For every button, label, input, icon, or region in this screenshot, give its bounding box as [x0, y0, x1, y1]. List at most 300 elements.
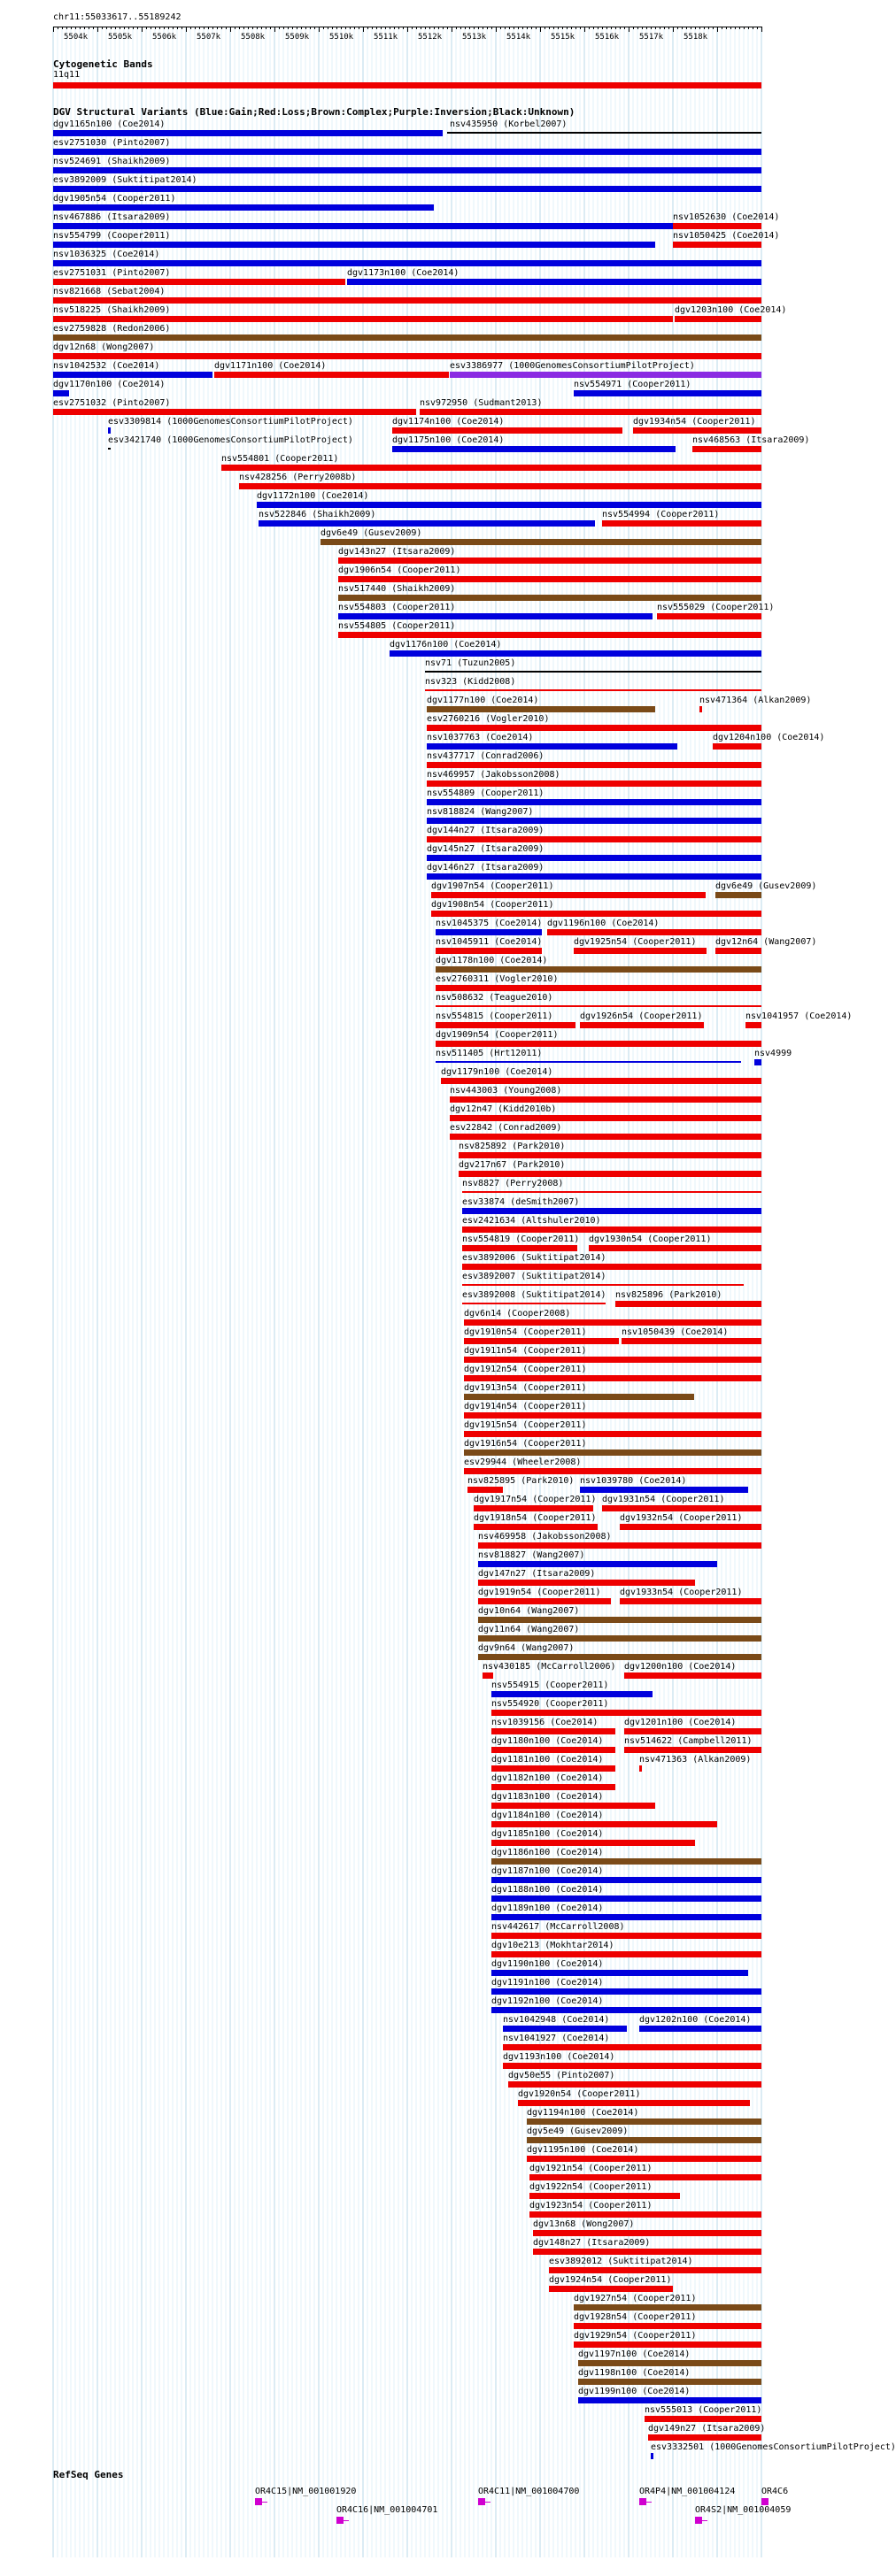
variant-bar-loss[interactable]	[462, 1191, 761, 1193]
gene-label[interactable]: OR4S2|NM_001004059	[695, 2505, 792, 2515]
variant-bar-loss[interactable]	[441, 1078, 761, 1084]
variant-label[interactable]: dgv1173n100 (Coe2014)	[347, 268, 460, 278]
variant-bar-loss[interactable]	[425, 689, 761, 691]
variant-label[interactable]: dgv12n47 (Kidd2010b)	[450, 1104, 557, 1114]
variant-bar-complex[interactable]	[53, 334, 761, 341]
variant-bar-gain[interactable]	[491, 2007, 761, 2013]
variant-bar-gain[interactable]	[53, 223, 761, 229]
variant-label[interactable]: dgv1932n54 (Cooper2011)	[620, 1513, 743, 1523]
variant-label[interactable]: dgv1181n100 (Coe2014)	[491, 1755, 604, 1765]
variant-bar-loss[interactable]	[675, 316, 761, 322]
variant-bar-loss[interactable]	[639, 1765, 642, 1772]
variant-bar-complex[interactable]	[436, 966, 761, 973]
variant-label[interactable]: nsv821668 (Sebat2004)	[53, 287, 166, 296]
variant-label[interactable]: dgv1919n54 (Cooper2011)	[478, 1588, 601, 1597]
variant-label[interactable]: dgv1176n100 (Coe2014)	[390, 640, 502, 650]
variant-label[interactable]: dgv5e49 (Gusev2009)	[527, 2126, 629, 2136]
variant-bar-loss[interactable]	[529, 2211, 761, 2218]
variant-label[interactable]: esv3386977 (1000GenomesConsortiumPilotProject)	[450, 361, 695, 371]
variant-bar-loss[interactable]	[745, 1022, 761, 1028]
variant-bar-loss[interactable]	[549, 2267, 761, 2273]
variant-label[interactable]: nsv517440 (Shaikh2009)	[338, 584, 456, 594]
variant-bar-complex[interactable]	[464, 1394, 694, 1400]
variant-bar-loss[interactable]	[624, 1747, 761, 1753]
variant-bar-loss[interactable]	[420, 409, 761, 415]
variant-label[interactable]: nsv467886 (Itsara2009)	[53, 212, 171, 222]
variant-label[interactable]: dgv1923n54 (Cooper2011)	[529, 2201, 653, 2211]
variant-bar-gain[interactable]	[108, 427, 111, 434]
variant-label[interactable]: nsv468563 (Itsara2009)	[692, 435, 810, 445]
variant-bar-unknown[interactable]	[447, 132, 761, 134]
variant-label[interactable]: nsv1039156 (Coe2014)	[491, 1718, 599, 1727]
variant-bar-inversion[interactable]	[450, 372, 761, 378]
variant-label[interactable]: nsv555029 (Cooper2011)	[657, 603, 775, 612]
variant-bar-loss[interactable]	[491, 1840, 695, 1846]
variant-label[interactable]: dgv1922n54 (Cooper2011)	[529, 2182, 653, 2192]
variant-label[interactable]: nsv554994 (Cooper2011)	[602, 510, 720, 519]
variant-label[interactable]: dgv1196n100 (Coe2014)	[547, 919, 660, 928]
variant-bar-complex[interactable]	[464, 1449, 761, 1456]
variant-label[interactable]: nsv1052630 (Coe2014)	[673, 212, 780, 222]
variant-bar-loss[interactable]	[436, 1041, 761, 1047]
variant-label[interactable]: dgv10n64 (Wang2007)	[478, 1606, 580, 1616]
variant-bar-loss[interactable]	[53, 279, 345, 285]
variant-label[interactable]: dgv1202n100 (Coe2014)	[639, 2015, 752, 2025]
variant-label[interactable]: nsv443003 (Young2008)	[450, 1086, 562, 1096]
variant-bar-loss[interactable]	[491, 1821, 717, 1827]
variant-bar-complex[interactable]	[478, 1617, 761, 1623]
variant-bar-loss[interactable]	[392, 427, 622, 434]
variant-bar-complex[interactable]	[574, 2304, 761, 2311]
variant-label[interactable]: dgv1905n54 (Cooper2011)	[53, 194, 176, 204]
gene-exon[interactable]	[336, 2517, 344, 2524]
variant-label[interactable]: dgv12n68 (Wong2007)	[53, 342, 155, 352]
variant-label[interactable]: dgv1906n54 (Cooper2011)	[338, 565, 461, 575]
gene-label[interactable]: OR4C15|NM_001001920	[255, 2487, 357, 2496]
variant-bar-loss[interactable]	[53, 409, 416, 415]
variant-label[interactable]: nsv442617 (McCarroll2008)	[491, 1922, 625, 1932]
variant-bar-loss[interactable]	[464, 1338, 619, 1344]
variant-label[interactable]: dgv1929n54 (Cooper2011)	[574, 2331, 697, 2341]
variant-label[interactable]: dgv1178n100 (Coe2014)	[436, 956, 548, 965]
variant-bar-loss[interactable]	[427, 762, 761, 768]
variant-label[interactable]: nsv1037763 (Coe2014)	[427, 733, 534, 742]
variant-bar-loss[interactable]	[338, 557, 761, 564]
variant-label[interactable]: nsv435950 (Korbel2007)	[450, 119, 568, 129]
variant-label[interactable]: dgv1200n100 (Coe2014)	[624, 1662, 737, 1672]
variant-label[interactable]: esv3892008 (Suktitipat2014)	[462, 1290, 606, 1300]
variant-label[interactable]: esv29944 (Wheeler2008)	[464, 1457, 582, 1467]
variant-label[interactable]: nsv508632 (Teague2010)	[436, 993, 553, 1003]
variant-bar-loss[interactable]	[620, 1524, 761, 1530]
variant-label[interactable]: dgv1172n100 (Coe2014)	[257, 491, 369, 501]
variant-bar-loss[interactable]	[462, 1284, 744, 1286]
variant-bar-gain[interactable]	[53, 242, 655, 248]
variant-label[interactable]: dgv1933n54 (Cooper2011)	[620, 1588, 743, 1597]
variant-label[interactable]: dgv1171n100 (Coe2014)	[214, 361, 327, 371]
variant-bar-loss[interactable]	[338, 632, 761, 638]
variant-bar-complex[interactable]	[527, 2137, 761, 2143]
variant-bar-gain[interactable]	[53, 372, 212, 378]
variant-bar-gain[interactable]	[491, 1988, 761, 1995]
variant-label[interactable]: nsv524691 (Shaikh2009)	[53, 157, 171, 166]
variant-bar-loss[interactable]	[503, 2044, 761, 2050]
variant-bar-loss[interactable]	[491, 1951, 761, 1957]
variant-label[interactable]: nsv554801 (Cooper2011)	[221, 454, 339, 464]
variant-bar-loss[interactable]	[673, 242, 761, 248]
variant-bar-loss[interactable]	[221, 465, 761, 471]
variant-bar-loss[interactable]	[464, 1468, 761, 1474]
variant-bar-loss[interactable]	[436, 948, 542, 954]
variant-label[interactable]: nsv437717 (Conrad2006)	[427, 751, 545, 761]
variant-bar-loss[interactable]	[574, 2323, 761, 2329]
variant-bar-gain[interactable]	[436, 929, 542, 935]
variant-bar-loss[interactable]	[239, 483, 761, 489]
variant-label[interactable]: nsv554920 (Cooper2011)	[491, 1699, 609, 1709]
variant-bar-loss[interactable]	[692, 446, 761, 452]
variant-label[interactable]: dgv145n27 (Itsara2009)	[427, 844, 545, 854]
variant-label[interactable]: esv3421740 (1000GenomesConsortiumPilotProject)	[108, 435, 353, 445]
variant-label[interactable]: dgv1930n54 (Cooper2011)	[589, 1234, 712, 1244]
variant-label[interactable]: esv3892006 (Suktitipat2014)	[462, 1253, 606, 1263]
variant-label[interactable]: nsv469958 (Jakobsson2008)	[478, 1532, 612, 1542]
variant-bar-loss[interactable]	[574, 2341, 761, 2348]
variant-bar-loss[interactable]	[624, 1728, 761, 1734]
variant-bar-loss[interactable]	[338, 576, 761, 582]
variant-label[interactable]: nsv825896 (Park2010)	[615, 1290, 722, 1300]
variant-bar-loss[interactable]	[53, 297, 761, 304]
variant-label[interactable]: esv2759828 (Redon2006)	[53, 324, 171, 334]
variant-label[interactable]: esv2751030 (Pinto2007)	[53, 138, 171, 148]
variant-bar-gain[interactable]	[427, 873, 761, 880]
variant-label[interactable]: dgv144n27 (Itsara2009)	[427, 826, 545, 835]
variant-label[interactable]: dgv1918n54 (Cooper2011)	[474, 1513, 597, 1523]
gene-exon[interactable]	[695, 2517, 702, 2524]
variant-label[interactable]: dgv1186n100 (Coe2014)	[491, 1848, 604, 1857]
variant-label[interactable]: nsv1039780 (Coe2014)	[580, 1476, 687, 1486]
variant-label[interactable]: nsv428256 (Perry2008b)	[239, 473, 357, 482]
variant-label[interactable]: esv22842 (Conrad2009)	[450, 1123, 562, 1133]
variant-bar-gain[interactable]	[427, 855, 761, 861]
variant-label[interactable]: nsv818824 (Wang2007)	[427, 807, 534, 817]
variant-label[interactable]: nsv323 (Kidd2008)	[425, 677, 516, 687]
variant-bar-loss[interactable]	[464, 1357, 761, 1363]
variant-label[interactable]: dgv1204n100 (Coe2014)	[713, 733, 825, 742]
variant-label[interactable]: dgv11n64 (Wang2007)	[478, 1625, 580, 1634]
variant-bar-unknown[interactable]	[108, 448, 111, 450]
variant-label[interactable]: dgv1924n54 (Cooper2011)	[549, 2275, 672, 2285]
variant-label[interactable]: dgv1198n100 (Coe2014)	[578, 2368, 691, 2378]
variant-label[interactable]: nsv554803 (Cooper2011)	[338, 603, 456, 612]
variant-bar-loss[interactable]	[450, 1134, 761, 1140]
variant-bar-loss[interactable]	[462, 1303, 606, 1304]
variant-bar-gain[interactable]	[580, 1487, 748, 1493]
variant-bar-loss[interactable]	[589, 1245, 761, 1251]
variant-bar-gain[interactable]	[491, 1914, 761, 1920]
variant-bar-loss[interactable]	[527, 2156, 761, 2162]
variant-label[interactable]: dgv1188n100 (Coe2014)	[491, 1885, 604, 1895]
variant-label[interactable]: nsv554971 (Cooper2011)	[574, 380, 691, 389]
gene-label[interactable]: OR4C16|NM_001004701	[336, 2505, 438, 2515]
variant-bar-loss[interactable]	[529, 2174, 761, 2180]
variant-bar-loss[interactable]	[478, 1542, 761, 1549]
variant-label[interactable]: nsv1045375 (Coe2014)	[436, 919, 543, 928]
variant-label[interactable]: dgv1184n100 (Coe2014)	[491, 1811, 604, 1820]
variant-bar-gain[interactable]	[491, 1970, 748, 1976]
variant-bar-loss[interactable]	[602, 1505, 761, 1511]
variant-bar-gain[interactable]	[53, 204, 434, 211]
variant-label[interactable]: nsv825895 (Park2010)	[467, 1476, 575, 1486]
variant-bar-loss[interactable]	[657, 613, 761, 619]
variant-label[interactable]: dgv1934n54 (Cooper2011)	[633, 417, 756, 427]
variant-label[interactable]: nsv4999	[754, 1049, 792, 1058]
variant-label[interactable]: dgv1179n100 (Coe2014)	[441, 1067, 553, 1077]
variant-label[interactable]: nsv71 (Tuzun2005)	[425, 658, 516, 668]
variant-bar-loss[interactable]	[713, 743, 761, 750]
variant-label[interactable]: dgv1180n100 (Coe2014)	[491, 1736, 604, 1746]
variant-bar-loss[interactable]	[464, 1431, 761, 1437]
variant-bar-gain[interactable]	[491, 1877, 761, 1883]
variant-label[interactable]: dgv1192n100 (Coe2014)	[491, 1996, 604, 2006]
variant-label[interactable]: esv2751031 (Pinto2007)	[53, 268, 171, 278]
variant-bar-loss[interactable]	[624, 1672, 761, 1679]
variant-bar-loss[interactable]	[464, 1375, 761, 1381]
variant-bar-gain[interactable]	[53, 186, 761, 192]
variant-bar-loss[interactable]	[436, 1022, 575, 1028]
variant-bar-gain[interactable]	[436, 1061, 741, 1063]
variant-label[interactable]: esv3892009 (Suktitipat2014)	[53, 175, 197, 185]
variant-bar-loss[interactable]	[431, 911, 761, 917]
variant-bar-gain[interactable]	[257, 502, 761, 508]
variant-bar-gain[interactable]	[427, 743, 677, 750]
variant-label[interactable]: dgv1921n54 (Cooper2011)	[529, 2164, 653, 2173]
variant-label[interactable]: nsv1036325 (Coe2014)	[53, 250, 160, 259]
variant-label[interactable]: dgv1926n54 (Cooper2011)	[580, 1011, 703, 1021]
variant-label[interactable]: nsv522846 (Shaikh2009)	[259, 510, 376, 519]
variant-label[interactable]: dgv1916n54 (Cooper2011)	[464, 1439, 587, 1449]
variant-bar-loss[interactable]	[547, 929, 761, 935]
variant-label[interactable]: dgv1194n100 (Coe2014)	[527, 2108, 639, 2118]
variant-bar-loss[interactable]	[427, 725, 761, 731]
variant-label[interactable]: nsv825892 (Park2010)	[459, 1142, 566, 1151]
variant-bar-loss[interactable]	[508, 2081, 761, 2088]
variant-bar-gain[interactable]	[503, 2026, 627, 2032]
variant-bar-loss[interactable]	[464, 1319, 761, 1326]
variant-label[interactable]: dgv1199n100 (Coe2014)	[578, 2387, 691, 2396]
variant-label[interactable]: dgv1920n54 (Cooper2011)	[518, 2089, 641, 2099]
variant-bar-loss[interactable]	[427, 780, 761, 787]
variant-label[interactable]: nsv1042948 (Coe2014)	[503, 2015, 610, 2025]
variant-bar-loss[interactable]	[483, 1672, 493, 1679]
variant-label[interactable]: dgv1925n54 (Cooper2011)	[574, 937, 697, 947]
variant-label[interactable]: dgv1914n54 (Cooper2011)	[464, 1402, 587, 1411]
variant-label[interactable]: dgv147n27 (Itsara2009)	[478, 1569, 596, 1579]
variant-bar-loss[interactable]	[602, 520, 761, 527]
variant-bar-loss[interactable]	[491, 1803, 655, 1809]
variant-bar-complex[interactable]	[527, 2118, 761, 2125]
variant-bar-loss[interactable]	[459, 1171, 761, 1177]
variant-bar-loss[interactable]	[462, 1245, 577, 1251]
variant-bar-gain[interactable]	[53, 260, 761, 266]
variant-bar-loss[interactable]	[503, 2063, 761, 2069]
variant-bar-gain[interactable]	[53, 390, 69, 396]
variant-bar-loss[interactable]	[462, 1226, 761, 1233]
variant-label[interactable]: nsv1050425 (Coe2014)	[673, 231, 780, 241]
variant-bar-complex[interactable]	[478, 1635, 761, 1642]
variant-bar-loss[interactable]	[574, 948, 707, 954]
variant-bar-loss[interactable]	[580, 1022, 704, 1028]
variant-label[interactable]: dgv1191n100 (Coe2014)	[491, 1978, 604, 1988]
variant-label[interactable]: nsv1041927 (Coe2014)	[503, 2034, 610, 2043]
variant-bar-loss[interactable]	[459, 1152, 761, 1158]
variant-label[interactable]: dgv1203n100 (Coe2014)	[675, 305, 787, 315]
variant-bar-unknown[interactable]	[425, 671, 761, 673]
variant-bar-loss[interactable]	[478, 1580, 695, 1586]
gene-label[interactable]: OR4P4|NM_001004124	[639, 2487, 736, 2496]
variant-label[interactable]: dgv1189n100 (Coe2014)	[491, 1903, 604, 1913]
gene-exon[interactable]	[478, 2498, 485, 2505]
variant-bar-loss[interactable]	[491, 1710, 761, 1716]
variant-label[interactable]: dgv1177n100 (Coe2014)	[427, 696, 539, 705]
variant-label[interactable]: dgv1183n100 (Coe2014)	[491, 1792, 604, 1802]
variant-label[interactable]: dgv1927n54 (Cooper2011)	[574, 2294, 697, 2303]
variant-label[interactable]: dgv1928n54 (Cooper2011)	[574, 2312, 697, 2322]
variant-bar-loss[interactable]	[518, 2100, 750, 2106]
variant-label[interactable]: dgv1912n54 (Cooper2011)	[464, 1365, 587, 1374]
variant-bar-loss[interactable]	[622, 1338, 761, 1344]
variant-bar-loss[interactable]	[464, 1412, 761, 1419]
variant-bar-gain[interactable]	[574, 390, 761, 396]
variant-bar-loss[interactable]	[633, 427, 761, 434]
variant-bar-gain[interactable]	[478, 1561, 717, 1567]
variant-label[interactable]: nsv555013 (Cooper2011)	[645, 2405, 762, 2415]
variant-bar-loss[interactable]	[436, 1005, 761, 1007]
gene-exon[interactable]	[761, 2498, 769, 2505]
variant-label[interactable]: esv3332501 (1000GenomesConsortiumPilotProject)	[651, 2442, 896, 2452]
variant-label[interactable]: nsv554819 (Cooper2011)	[462, 1234, 580, 1244]
variant-label[interactable]: esv2751032 (Pinto2007)	[53, 398, 171, 408]
variant-bar-loss[interactable]	[474, 1524, 598, 1530]
variant-label[interactable]: dgv1165n100 (Coe2014)	[53, 119, 166, 129]
variant-bar-gain[interactable]	[53, 130, 443, 136]
variant-label[interactable]: nsv818827 (Wang2007)	[478, 1550, 585, 1560]
variant-label[interactable]: nsv469957 (Jakobsson2008)	[427, 770, 560, 780]
variant-bar-loss[interactable]	[467, 1487, 503, 1493]
variant-label[interactable]: dgv1913n54 (Cooper2011)	[464, 1383, 587, 1393]
variant-label[interactable]: nsv554815 (Cooper2011)	[436, 1011, 553, 1021]
variant-label[interactable]: dgv6e49 (Gusev2009)	[321, 528, 422, 538]
variant-bar-gain[interactable]	[491, 1895, 761, 1902]
variant-bar-loss[interactable]	[491, 1728, 615, 1734]
variant-label[interactable]: nsv430185 (McCarroll2006)	[483, 1662, 616, 1672]
variant-label[interactable]: nsv1041957 (Coe2014)	[745, 1011, 853, 1021]
variant-bar-loss[interactable]	[533, 2230, 761, 2236]
variant-label[interactable]: esv3309814 (1000GenomesConsortiumPilotProject)	[108, 417, 353, 427]
variant-label[interactable]: dgv1185n100 (Coe2014)	[491, 1829, 604, 1839]
variant-label[interactable]: nsv1042532 (Coe2014)	[53, 361, 160, 371]
variant-bar-loss[interactable]	[673, 223, 761, 229]
variant-bar-gain[interactable]	[427, 818, 761, 824]
variant-label[interactable]: nsv1045911 (Coe2014)	[436, 937, 543, 947]
variant-bar-gain[interactable]	[639, 2026, 761, 2032]
variant-label[interactable]: dgv1193n100 (Coe2014)	[503, 2052, 615, 2062]
variant-bar-complex[interactable]	[715, 892, 761, 898]
variant-bar-loss[interactable]	[491, 1765, 615, 1772]
variant-bar-loss[interactable]	[53, 353, 761, 359]
variant-label[interactable]: nsv514622 (Campbell2011)	[624, 1736, 753, 1746]
variant-label[interactable]: dgv1187n100 (Coe2014)	[491, 1866, 604, 1876]
variant-label[interactable]: dgv9n64 (Wang2007)	[478, 1643, 575, 1653]
variant-label[interactable]: nsv554805 (Cooper2011)	[338, 621, 456, 631]
variant-label[interactable]: dgv143n27 (Itsara2009)	[338, 547, 456, 557]
variant-bar-gain[interactable]	[347, 279, 761, 285]
variant-bar-loss[interactable]	[491, 1747, 615, 1753]
variant-bar-loss[interactable]	[491, 1933, 761, 1939]
variant-bar-gain[interactable]	[462, 1208, 761, 1214]
variant-bar-loss[interactable]	[549, 2286, 673, 2292]
variant-bar-loss[interactable]	[450, 1115, 761, 1121]
variant-label[interactable]: dgv6e49 (Gusev2009)	[715, 881, 817, 891]
variant-label[interactable]: nsv518225 (Shaikh2009)	[53, 305, 171, 315]
variant-bar-gain[interactable]	[392, 446, 676, 452]
variant-label[interactable]: nsv471364 (Alkan2009)	[699, 696, 812, 705]
variant-label[interactable]: dgv148n27 (Itsara2009)	[533, 2238, 651, 2248]
cyto-band-bar[interactable]	[53, 82, 761, 88]
variant-label[interactable]: dgv1174n100 (Coe2014)	[392, 417, 505, 427]
variant-label[interactable]: dgv1170n100 (Coe2014)	[53, 380, 166, 389]
variant-label[interactable]: esv33874 (deSmith2007)	[462, 1197, 580, 1207]
variant-bar-loss[interactable]	[431, 892, 706, 898]
variant-label[interactable]: dgv13n68 (Wong2007)	[533, 2219, 635, 2229]
variant-label[interactable]: dgv1910n54 (Cooper2011)	[464, 1327, 587, 1337]
variant-label[interactable]: esv3892012 (Suktitipat2014)	[549, 2257, 693, 2266]
variant-label[interactable]: dgv1201n100 (Coe2014)	[624, 1718, 737, 1727]
variant-bar-loss[interactable]	[648, 2434, 761, 2441]
variant-label[interactable]: nsv1050439 (Coe2014)	[622, 1327, 729, 1337]
gene-label[interactable]: OR4C11|NM_001004700	[478, 2487, 580, 2496]
variant-label[interactable]: esv2760216 (Vogler2010)	[427, 714, 550, 724]
variant-bar-loss[interactable]	[533, 2249, 761, 2255]
variant-bar-loss[interactable]	[53, 316, 673, 322]
variant-label[interactable]: nsv554809 (Cooper2011)	[427, 788, 545, 798]
variant-label[interactable]: dgv149n27 (Itsara2009)	[648, 2424, 766, 2434]
variant-bar-loss[interactable]	[474, 1505, 593, 1511]
variant-bar-gain[interactable]	[578, 2397, 761, 2403]
variant-bar-complex[interactable]	[578, 2360, 761, 2366]
variant-bar-gain[interactable]	[491, 1691, 653, 1697]
variant-bar-complex[interactable]	[338, 595, 761, 601]
variant-label[interactable]: dgv1195n100 (Coe2014)	[527, 2145, 639, 2155]
variant-label[interactable]: esv2760311 (Vogler2010)	[436, 974, 559, 984]
variant-label[interactable]: dgv1190n100 (Coe2014)	[491, 1959, 604, 1969]
variant-bar-loss[interactable]	[214, 372, 449, 378]
variant-label[interactable]: dgv217n67 (Park2010)	[459, 1160, 566, 1170]
variant-label[interactable]: dgv1931n54 (Cooper2011)	[602, 1495, 725, 1504]
variant-label[interactable]: nsv471363 (Alkan2009)	[639, 1755, 752, 1765]
variant-label[interactable]: dgv1911n54 (Cooper2011)	[464, 1346, 587, 1356]
variant-bar-gain[interactable]	[390, 650, 761, 657]
variant-label[interactable]: nsv554915 (Cooper2011)	[491, 1680, 609, 1690]
variant-label[interactable]: dgv1909n54 (Cooper2011)	[436, 1030, 559, 1040]
variant-bar-gain[interactable]	[53, 167, 761, 173]
variant-bar-loss[interactable]	[427, 836, 761, 842]
variant-bar-loss[interactable]	[615, 1301, 761, 1307]
variant-label[interactable]: nsv972950 (Sudmant2013)	[420, 398, 543, 408]
variant-bar-complex[interactable]	[491, 1858, 761, 1865]
variant-label[interactable]: dgv1182n100 (Coe2014)	[491, 1773, 604, 1783]
gene-label[interactable]: OR4C6	[761, 2487, 789, 2496]
gene-exon[interactable]	[639, 2498, 646, 2505]
